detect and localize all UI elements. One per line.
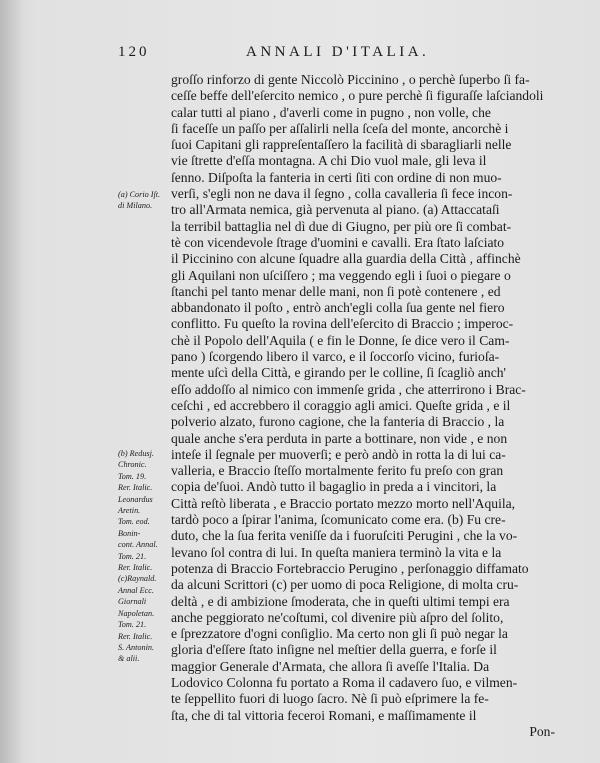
text-line: ſenno. Diſpoſta la fanteria in certi ſiti con ordine di non muo- bbox=[171, 169, 502, 185]
text-line: polverio alzato, furono cagione, che la fanteria di Braccio , la bbox=[171, 414, 505, 430]
text-line: calar tutti al piano , d'averli come in pugno , non volle, che bbox=[171, 104, 491, 120]
note-line: Annal Ecc. bbox=[118, 585, 154, 595]
note-line: Giornali bbox=[118, 597, 147, 607]
text-line: e ſprezzatore d'ogni conſiglio. Ma certo non gli ſi può negar la bbox=[171, 626, 508, 642]
binding-shadow bbox=[0, 0, 24, 763]
text-line: deltà , e di ambizione ſmoderata, che in queſti ultimi tempi era bbox=[171, 593, 510, 609]
text-line: verſi, s'egli non ne dava il ſegno , colla cavalleria ſi fece incon- bbox=[171, 186, 513, 202]
note-line: Chronic. bbox=[118, 460, 147, 470]
note-line: (b) Redusj. bbox=[118, 449, 154, 458]
catchword: Pon- bbox=[529, 723, 555, 739]
text-line: abbandonato il poſto , entrò anch'egli colla ſua gente nel fiero bbox=[171, 300, 505, 316]
note-line: S. Antonin. bbox=[118, 642, 155, 652]
note-line: Tom. 21. bbox=[118, 551, 147, 561]
note-line: Napoletan. bbox=[118, 608, 155, 618]
note-line: Tom. eod. bbox=[118, 517, 150, 527]
page-number: 120 bbox=[118, 44, 150, 60]
text-line: te ſeppellito fuori di luogo ſacro. Nè ſi può eſprimere la fe- bbox=[171, 691, 489, 707]
text-line: groſſo rinforzo di gente Niccolò Piccinino , o perchè ſuperbo ſi fa- bbox=[171, 72, 530, 87]
text-line: la terribil battaglia nel dì due di Giugno, per più ore ſi combat- bbox=[171, 218, 512, 234]
text-line: ceſchi , ed accrebbero il coraggio agli amici. Queſte grida , e il bbox=[171, 397, 511, 413]
text-line: Lodovico Colonna fu portato a Roma il cadavero ſuo, e vilmen- bbox=[171, 674, 518, 690]
note-line: di Milano. bbox=[118, 201, 153, 211]
text-line: anche peggiorato ne'coſtumi, col divenire più aſpro del ſolito, bbox=[171, 609, 504, 625]
text-line: il Piccinino con alcune ſquadre alla guardia della Città , affinchè bbox=[171, 251, 521, 267]
note-line: Leonardus bbox=[118, 494, 153, 504]
side-note-a bbox=[118, 189, 172, 212]
text-line: vie ſtrette d'eſſa montagna. A chi Dio vuol male, gli leva il bbox=[171, 153, 487, 169]
text-line: da alcuni Scrittori (c) per uomo di poca Religione, di molta cru- bbox=[171, 577, 519, 593]
text-line: maggior Generale d'Armata, che allora ſi aveſſe l'Italia. Da bbox=[171, 658, 490, 674]
note-line: (c)Raynald. bbox=[118, 574, 157, 584]
note-line: cont. Annal. bbox=[118, 540, 158, 550]
note-line: (a) Corio Iſt. bbox=[118, 190, 161, 199]
running-title: ANNALI D'ITALIA. bbox=[246, 44, 430, 60]
main-text bbox=[171, 72, 555, 740]
note-line: & alii. bbox=[118, 654, 140, 664]
text-line: gloria d'eſſere ſtato inſigne nel meſtier della guerra, e forſe il bbox=[171, 642, 497, 658]
text-line: ceſſe beffe dell'eſercito nemico , o pure perchè ſi figuraſſe laſciandoli bbox=[171, 88, 544, 104]
text-line: ſta, che di tal vittoria feceroi Romani, e maſſimamente il bbox=[171, 707, 477, 723]
text-line: valleria, e Braccio ſteſſo mortalmente ferito fu preſo con gran bbox=[171, 463, 504, 479]
text-line: ſuoi Capitani gli rappreſentaſſero la facilità di sbaragliarli nelle bbox=[171, 137, 512, 153]
text-line: tardò poco a ſpirar l'anima, ſcomunicato come era. (b) Fu cre- bbox=[171, 512, 506, 528]
text-line: duto, che la ſua ferita veniſſe da i fuoruſciti Perugini , che la vo- bbox=[171, 528, 518, 544]
note-line: Aretin. bbox=[118, 506, 141, 516]
note-line: Rer. Italic. bbox=[118, 563, 153, 573]
text-line: tro all'Armata nemica, già pervenuta al piano. (a) Attaccataſi bbox=[171, 202, 500, 218]
text-line: conflitto. Fu queſto la rovina dell'eſercito di Braccio ; imperoc- bbox=[171, 316, 514, 332]
note-line: Tom. 21. bbox=[118, 620, 147, 630]
text-line: Città reſtò liberata , e Braccio portato mezzo morto nell'Aquila, bbox=[171, 495, 516, 511]
text-line: chè il Popolo dell'Aquila ( e fin le Donne, ſe dice vero il Cam- bbox=[171, 332, 510, 348]
text-line: inteſe il ſegnale per muoverſi; e però andò in rotta la di lui ca- bbox=[171, 446, 506, 462]
side-note-b bbox=[118, 448, 172, 665]
text-line: potenza di Braccio Fortebraccio Perugino , perſonaggio diffamato bbox=[171, 560, 529, 576]
text-line: gli Aquilani non uſciſſero ; ma veggendo egli i ſuoi o piegare o bbox=[171, 267, 511, 283]
text-line: levano ſol contra di lui. In queſta maniera terminò la vita e la bbox=[171, 544, 502, 560]
note-line: Bonin- bbox=[118, 528, 141, 538]
text-line: eſſo addoſſo al nimico con immenſe grida , che atterrirono i Brac- bbox=[171, 381, 526, 397]
text-line: quale anche s'era perduta in parte a bottinare, non vide , e non bbox=[171, 430, 508, 446]
note-line: Rer. Italic. bbox=[118, 483, 153, 493]
text-line: ſtanchi pel tanto menar delle mani, non ſi potè contenere , ed bbox=[171, 283, 501, 299]
text-line: pano ) ſcorgendo libero il varco, e il ſoccorſo vicino, furioſa- bbox=[171, 349, 500, 365]
note-line: Tom. 19. bbox=[118, 471, 147, 481]
text-line: tè con vicendevole ſtrage d'uomini e cavalli. Era ſtato laſciato bbox=[171, 234, 505, 250]
text-line: mente uſcì della Città, e girando per le colline, ſi ſcagliò anch' bbox=[171, 365, 506, 381]
text-line: ſi faceſſe un paſſo per aſſalirli nella ſceſa del monte, ancorchè i bbox=[171, 120, 509, 136]
note-line: Rer. Italic. bbox=[118, 631, 153, 641]
text-line: copia de'ſuoi. Andò tutto il bagaglio in preda a i vincitori, la bbox=[171, 479, 497, 495]
